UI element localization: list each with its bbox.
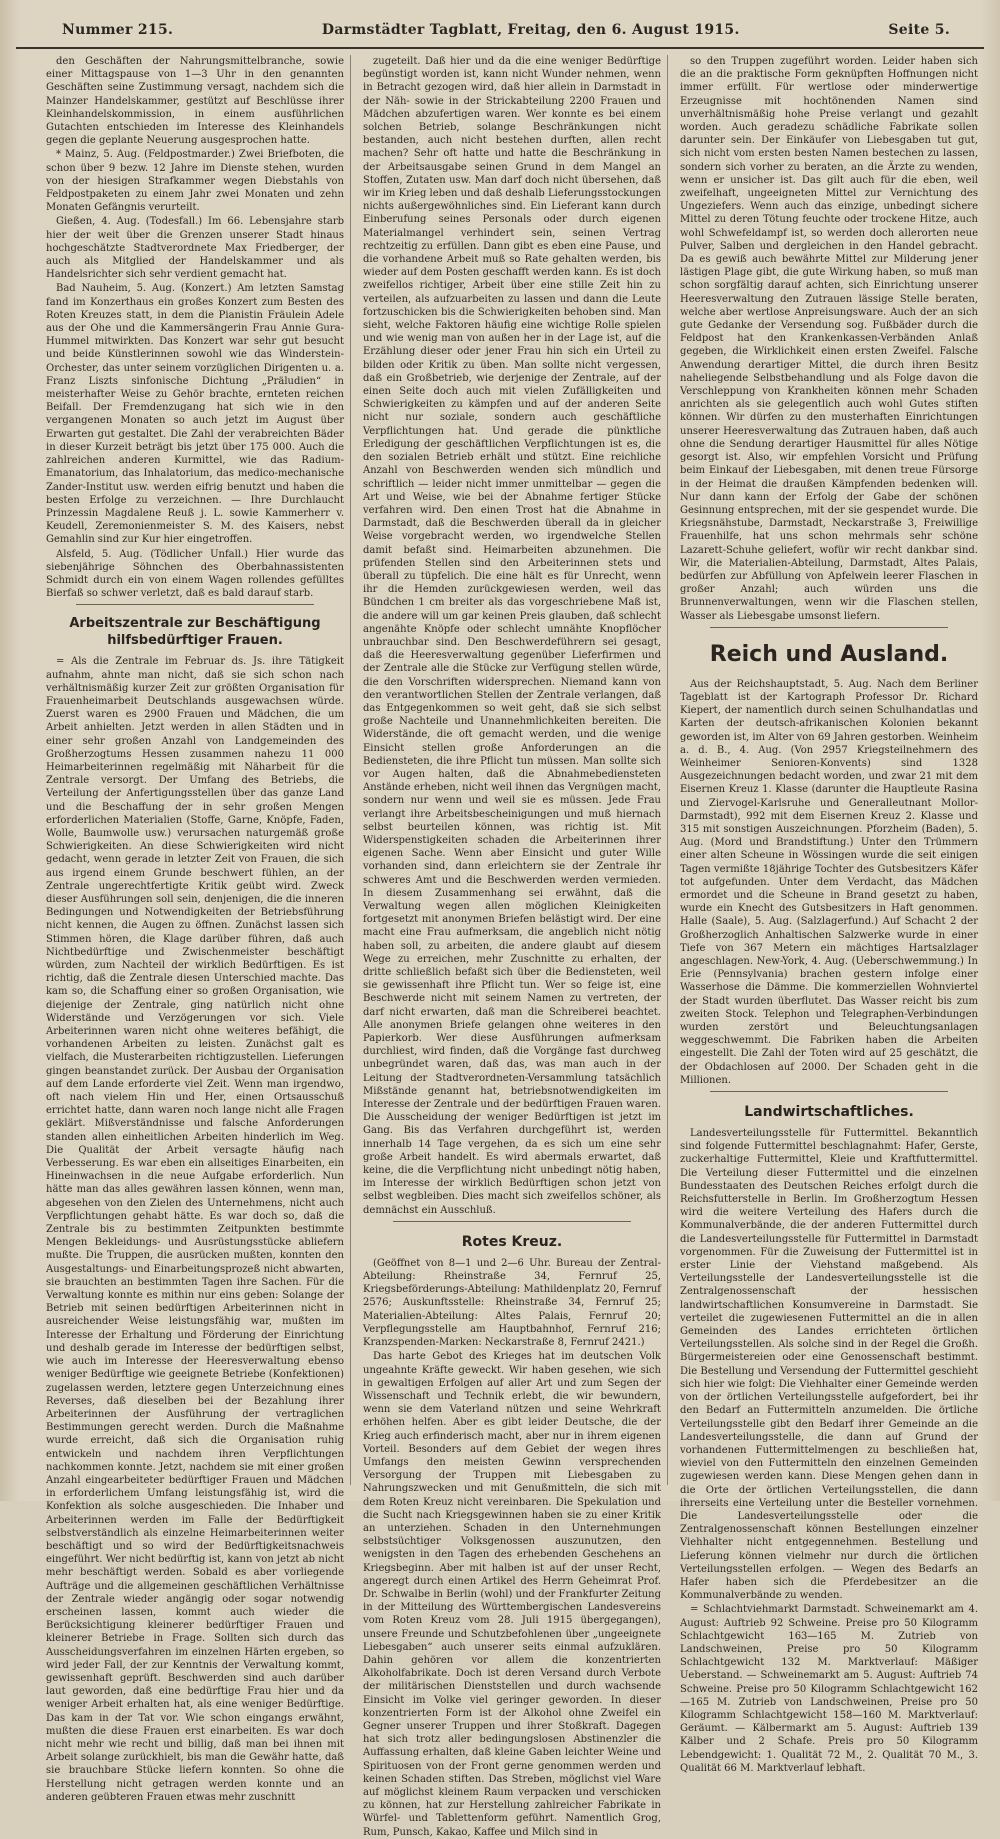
columns <box>16 55 984 1838</box>
divider <box>393 1221 631 1222</box>
page-number: Seite 5. <box>888 22 950 38</box>
landwirtschaft-body: Landesverteilungsstelle für Futtermittel. Bekanntlich sind folgende Futtermittel beschlagnahmt: Hafer, Gerste, zuckerhaltige Futtermittel, Kleie und Kraftfuttermittel. Die Verteilung dieser Futtermittel und die einzelnen Bundesstaaten des Deutschen Reiches erfolgt durch die Reichsfutterstelle in Berlin. Im Großherzogtum Hessen wird die weitere Verteilung des Hafers durch die Kommunalverbände, die der anderen Futtermittel durch die Landesverteilungsstelle für Futtermittel in Darmstadt vorgenommen. Für die Zuweisung der Futtermittel ist in erster Linie der Viehstand maßgebend. Als Verteilungsstelle der Landesverteilungsstelle ist die Zentralgenossenschaft der hessischen landwirtschaftlichen Konsumvereine in Darmstadt. Sie verteilet die zugewiesenen Futtermittel an die in allen Gemeinden des Landes errichteten örtlichen Verteilungsstellen. Als solche sind in der Regel die Großh. Bürgermeistereien oder eine Genossenschaft bestimmt. Die Bestellung und Versendung der Futtermittel geschieht sich hier wie folgt: Die Viehhalter einer Gemeinde werden von der örtlichen Verteilungsstelle aufgefordert, bei ihr den Bedarf an Futtermitteln anzumelden. Die örtliche Verteilungsstelle gibt den Bedarf ihrer Gemeinde an die Landesverteilungsstelle, die dann auf Grund der vorhandenen Futtermittelmengen zu beschließen hat, wieviel von den Futtermitteln den einzelnen Gemeinden zugewiesen werden kann. Diese Mengen gehen dann in die Orte der örtlichen Verteilungsstellen, die dann ihrerseits eine Verteilung unter die Besteller vornehmen. Die Landesverteilungsstelle oder die Zentralgenossenschaft können Bestellungen einzelner Viehhalter nicht entgegennehmen. Bestellung und Lieferung können vielmehr nur durch die örtlichen Verteilungsstellen erfolgen. — Wegen des Bedarfs an Hafer haben sich die Pferdebesitzer an die Kommunalverbände zu wenden. <box>680 1128 978 1602</box>
column-1 <box>46 55 351 1803</box>
column-2 <box>363 55 668 1838</box>
column-3 <box>680 55 984 1774</box>
divider <box>710 1091 948 1092</box>
rotes-kreuz-info: (Geöffnet von 8—1 und 2—6 Uhr. Bureau der Zentral-Abteilung: Rheinstraße 34, Fernruf 25, Kriegsbeförderungs-Abteilung: Mathildenplatz 20, Fernruf 2576; Auskunftsstelle: Rheinstraße 34, Fernruf 25; Materialien-Abteilung: Altes Palais, Fernruf 20; Verpflegungsstelle am Hauptbahnhof, Fernruf 216; Kranzspenden-Marken: Neckarstraße 8, Fernruf 2421.) <box>363 1257 661 1349</box>
article-body-continued: zugeteilt. Daß hier und da die eine weniger Bedürftige begünstigt worden ist, kann nicht Wunder nehmen, wenn in Betracht gezogen wird, daß hier allein in Darmstadt in der Näh- sowie in der Strickabteilung 2200 Frauen und Mädchen abzufertigen waren. Wer konnte es bei einem solchen Betrieb, solange Beschränkungen nicht bestanden, auch nicht bestehen durften, allen recht machen? Sehr oft hatte und hatte die Beschränkung in der Arbeitsausgabe seinen Grund in dem Mangel an Stoffen, Zutaten usw. Man darf doch nicht übersehen, daß wir im Krieg leben und daß deshalb Lieferungsstockungen nichts außergewöhnliches sind. Ein Lieferant kann durch Einberufung seines Personals oder durch eigenen Materialmangel verhindert sein, seinen Vertrag rechtzeitig zu erfüllen. Dann gibt es eben eine Pause, und die vorhandene Arbeit muß so Rate gehalten werden, bis wieder auf dem Posten geschafft werden kann. Es ist doch zweifellos richtiger, Arbeit über eine stille Zeit hin zu verteilen, als aufzuarbeiten zu lassen und dann die Leute fortzuschicken bis die Schwierigkeiten behoben sind. Man sieht, welche Faktoren häufig eine wichtige Rolle spielen und wie wenig man von außen her in der Lage ist, auf die Erzählung dieser oder jener Frau hin sich ein Urteil zu bilden oder Kritik zu üben. Man sollte nicht vergessen, daß ein Großbetrieb, wie derjenige der Zentrale, auf der einen Seite doch auch mit vielen Zufälligkeiten und Schwierigkeiten zu kämpfen und auf der anderen Seite nicht nur soziale, sondern auch geschäftliche Verpflichtungen hat. Und gerade die pünktliche Erledigung der geschäftlichen Verpflichtungen ist es, die den sozialen Betrieb erhält und stützt. Eine reichliche Anzahl von Beschwerden wenden sich mündlich und schriftlich — leider nicht immer unmittelbar — gegen die Art und Weise, wie bei der Abnahme fertiger Stücke verfahren wird. Den einen Trost hat die Abnahme in Darmstadt, daß die Beschwerden überall da in gleicher Weise vorgebracht werden, wo irgendwelche Stellen damit befaßt sind. Heimarbeiten abzunehmen. Die prüfenden Stellen sind den Arbeiterinnen stets und überall zu tüpfelich. Die eine hält es für Unrecht, wenn ihr die Hemden zurückgewiesen werden, weil das Bündchen 1 cm breiter als das vorgeschriebene Maß ist, die andere will um gar keinen Preis glauben, daß schlecht angenähte Knöpfe oder schlecht umnähte Knopflöcher unbrauchbar sind. Den Beschwerdeführern sei gesagt, daß die Heeresverwaltung gegenüber Lieferfirmen und der Zentrale alle die Stücke zur Verfügung stellen würde, die den Vorschriften widersprechen. Niemand kann von den verantwortlichen Stellen der Zentrale verlangen, daß das Entgegenkommen so weit geht, daß sie sich selbst große Nachteile und Unannehmlichkeiten bereiten. Die Widerstände, die oft gemacht werden, und die wenige Einsicht stellen große Anforderungen an die Bediensteten, die ihre Pflicht tun müssen. Man sollte sich vor Augen halten, daß die Abnahmebediensteten Anstände erheben, nicht weil ihnen das Vergnügen macht, sondern nur wenn und weil sie es müssen. Jede Frau verlangt ihre Arbeitsbescheinigungen und muß hiernach selbst beurteilen können, was richtig ist. Mit Widerspenstigkeiten schaden die Arbeiterinnen ihrer eigenen Sache. Wenn aber Einsicht und guter Wille vorhanden sind, dann erleichtern sie der Zentrale ihr schweres Amt und die Beschwerden werden vermieden. In diesem Zusammenhang sei erwähnt, daß die Verwaltung wegen allen möglichen Kleinigkeiten fortgesetzt mit anonymen Briefen belästigt wird. Der eine macht eine Frau aufmerksam, die angeblich nicht nötig haben soll, zu arbeiten, die andere glaubt auf diesem Wege zu erreichen, mehr Zuschnitte zu erhalten, der dritte schließlich befaßt sich über die Bediensteten, weil sie gewissenhaft ihre Pflicht tun. Wer so feige ist, eine Beschwerde nicht mit seinem Namen zu vertreten, der darf nicht erwarten, daß man die Schreiberei beachtet. Alle anonymen Briefe gelangen ohne weiteres in den Papierkorb. Wer diese Ausführungen aufmerksam durchliest, wird finden, daß die Vorgänge fast durchweg unbegründet waren, daß das, was man auch in der Leitung der Stadtverordneten-Versammlung tatsächlich Mißstände genannt hat, betriebsnotwendigkeiten im Interesse der Zentrale und der bedürftigen Frauen waren. Die Ausscheidung der weniger Bedürftigen ist jetzt im Gang. Bis das Verfahren durchgeführt ist, werden innerhalb 14 Tage vergehen, da es sich um eine sehr große Arbeit handelt. Es wird abermals erwartet, daß keine, die die Verpflichtung nicht unbedingt nötig haben, im Interesse der wirklich Bedürftigen schon jetzt von selbst wegbleiben. Dies macht sich zweifellos schöner, als demnächst ein Ausschluß. <box>363 56 661 1216</box>
schlachtviehmarkt: = Schlachtviehmarkt Darmstadt. Schweinemarkt am 4. August: Auftrieb 92 Schweine. Preise pro 50 Kilogramm Schlachtgewicht 163—165 M. Zutrieb von Landschweinen, Preise pro 50 Kilogramm Schlachtgewicht 132 M. Marktverlauf: Mäßiger Ueberstand. — Schweinemarkt am 5. August: Auftrieb 74 Schweine. Preise pro 50 Kilogramm Schlachtgewicht 162—165 M. Zutrieb von Landschweinen, Preise pro 50 Kilogramm Schlachtgewicht 158—160 M. Marktverlauf: Geräumt. — Kälbermarkt am 5. August: Auftrieb 139 Kälber und 2 Schafe. Preis pro 50 Kilogramm Lebendgewicht: 1. Qualität 72 M., 2. Qualität 70 M., 3. Qualität 66 M. Marktverlauf lebhaft. <box>680 1604 978 1774</box>
divider <box>710 627 948 628</box>
news-mainz: * Mainz, 5. Aug. (Feldpostmarder.) Zwei Briefboten, die schon über 9 bezw. 12 Jahre im Dienste stehen, wurden von der hiesigen Strafkammer wegen Diebstahls von Feldpostpaketen zu einem Jahr zwei Monaten und zehn Monaten Gefängnis verurteilt. <box>46 149 344 214</box>
section-heading-reich-und-ausland: Reich und Ausland. <box>709 641 949 667</box>
article-body-arbeitszentrale: = Als die Zentrale im Februar ds. Js. ihre Tätigkeit aufnahm, ahnte man nicht, daß sie sich schon nach verhältnismäßig kurzer Zeit zur größten Organisation für Frauenheimarbeit Deutschlands ausgewachsen würde. Zuerst waren es 2900 Frauen und Mädchen, die um Arbeit anhielten. Jetzt werden in allen Städten und in einer sehr großen Anzahl von Landgemeinden des Großherzogtums Hessen zusammen nahezu 11 000 Heimarbeiterinnen regelmäßig mit Näharbeit für die Zentrale versorgt. Der Umfang des Betriebs, die Verteilung der Anfertigungsstellen über das ganze Land und die Beschaffung der in sehr großen Mengen erforderlichen Materialien (Stoffe, Garne, Knöpfe, Faden, Wolle, Baumwolle usw.) verursachen naturgemäß große Schwierigkeiten. An diese Schwierigkeiten wird nicht gedacht, wenn gerade in letzter Zeit von Frauen, die sich aus irgend einem Grunde beschwert fühlen, an der Zentrale ungerechtfertigte Kritik geübt wird. Zweck dieser Ausführungen soll sein, denjenigen, die die inneren Bedingungen und Notwendigkeiten der Betriebsführung nicht kennen, die Augen zu öffnen. Zunächst lassen sich Stimmen hören, die Klage darüber führen, daß auch Nichtbedürftige und Zwischenmeister beschäftigt würden, zum Nachteil der wirklich Bedürftigen. Es ist richtig, daß die Zentrale diesen Unterschied machte. Das kam so, die Schaffung einer so großen Organisation, wie diejenige der Zentrale, ging natürlich nicht ohne Widerstände und Verzögerungen vor sich. Viele Arbeiterinnen waren nicht ohne weiteres befähigt, die vorhandenen Arbeiten zu leisten. Zunächst galt es vielfach, die Musterarbeiten richtigzustellen. Lieferungen gingen beanstandet zurück. Der Ausbau der Organisation auf dem Lande erforderte viel Zeit. Wenn man irgendwo, oft nach vielem Hin und Her, einen Ortsausschuß errichtet hatte, dann waren noch lange nicht alle Fragen geklärt. Mißverständnisse und falsche Anforderungen standen allen einheitlichen Arbeiten hinderlich im Weg. Die Qualität der Arbeit versagte häufig nach Verbesserung. Es war eben ein allseitiges Einarbeiten, ein Hineinwachsen in die neue Aufgabe erforderlich. Nun hätte man das alles gewähren lassen können, wenn man, abgesehen von den Zielen des Unternehmens, nicht auch Verpflichtungen gehabt hätte. Es war doch so, daß die Zentrale bis zu bestimmten Zeitpunkten bestimmte Mengen Bekleidungs- und Ausrüstungsstücke abliefern mußte. Die Truppen, die ausrücken mußten, konnten den Ausgestaltungs- und Einarbeitungsprozeß nicht abwarten, sie brauchten an bestimmten Tagen ihre Sachen. Für die Verwaltung konnte es mithin nur eins geben: Solange der Betrieb mit seinen bedürftigen Arbeiterinnen nicht in ausreichender Weise leistungsfähig war, mußten im Interesse der Erhaltung und Förderung der Einrichtung und deshalb gerade im Interesse der bedürftigen selbst, wie auch im Interesse der Heeresverwaltung ebenso weniger Bedürftige wie geeignete Betriebe (Konfektionen) zugelassen werden, letztere gegen Unterzeichnung eines Reverses, daß dieselben bei der Bezahlung ihrer Arbeiterinnen der Ausführung der vertraglichen Bestimmungen gerecht werden. Durch die Maßnahme wurde erreicht, daß sich die Organisation ruhig entwickeln und nachdem ihren Verpflichtungen nachkommen konnte. Jetzt, nachdem sie mit einer großen Anzahl eingearbeiteter bedürftiger Frauen und Mädchen in erforderlichem Umfang leistungsfähig ist, wird die Konfektion als solche ausgeschieden. Die Inhaber und Arbeiterinnen werden im Falle der Bedürftigkeit selbstverständlich als einzelne Heimarbeiterinnen weiter beschäftigt und so wird der Bedürftigkeitsnachweis eingeführt. Wer nicht bedürftig ist, kann von jetzt ab nicht mehr beschäftigt werden. Sobald es aber vorliegende Aufträge und die allgemeinen geschäftlichen Verhältnisse der Zentrale wieder angängig oder sogar notwendig erscheinen lassen, kommt auch wieder die Berücksichtigung kleinerer bedürftiger Frauen und kleinerer Betriebe in Frage. Sollten sich durch das Ausscheidungsverfahren im einzelnen Härten ergeben, so wird jeder Fall, der zur Kenntnis der Verwaltung kommt, gewissenhaft geprüft. Beschwerden sind auch darüber laut geworden, daß eine bedürftige Frau hier und da weniger Arbeit erhalten hat, als eine weniger Bedürftige. Das kam in der Tat vor. Wie schon eingangs erwähnt, mußten die diese Frauen erst einarbeiten. Es war doch nicht mehr wie recht und billig, daß man bei ihnen mit Arbeit solange zurückhielt, bis man die Gewähr hatte, daß sie brauchbare Stücke liefern konnten. So ohne die Herstellung nicht getragen werden konnte und an anderen geübteren Frauen etwas mehr zuschnitt <box>46 656 344 1803</box>
rotes-kreuz-continued: so den Truppen zugeführt worden. Leider haben sich die an die praktische Form geknüpften Hoffnungen nicht immer erfüllt. Für wertlose oder minderwertige Erzeugnisse mit hochtönenden Namen sind unverhältnismäßig hohe Preise verlangt und gezahlt worden. Auch geradezu schädliche Fabrikate sollen darunter sein. Der Einkäufer von Liebesgaben tut gut, sich nicht vom ersten besten Namen bestechen zu lassen, sondern sich vorher zu beraten, an die Ärzte zu wenden, wenn er unsicher ist. Das gilt auch für die eben, weil zweifelhaft, ungeeigneten Mittel zur Vernichtung des Ungeziefers. Wenn auch das einzige, unbedingt sichere Mittel zu deren Tötung feuchte oder trockene Hitze, auch wohl Schwefeldampf ist, so werden doch allerorten neue Pulver, Salben und dergleichen in den Handel gebracht. Da es gewiß auch bewährte Mittel zur Milderung jener lästigen Plage gibt, die gute Wirkung haben, so muß man schon sorgfältig darauf achten, sich Einrichtung unserer Heeresverwaltung den Zutrauen lässige Stelle beraten, welche aber wertlose Anpreisungsware. Auch der an sich gute Gedanke der Versendung sog. Fußbäder durch die Feldpost hat den Krankenkassen-Verbänden Anlaß gegeben, die Wirklichkeit einen ersten Zweifel. Falsche Anwendung derartiger Mittel, die durch ihren Besitz naheliegende Selbstbehandlung und als Folge davon die Verschleppung von Krankheiten können mehr Schaden anrichten als sie gelegentlich auch wohl Gutes stiften können. Wir dürfen zu den musterhaften Einrichtungen unserer Heeresverwaltung das Zutrauen haben, daß auch ohne die Sendung derartiger Hausmittel für alles Nötige gesorgt ist. Also, wir empfehlen Vorsicht und Prüfung beim Einkauf der Liebesgaben, mit denen treue Fürsorge in der Heimat die draußen Kämpfenden bedenken will. Nur dann kann der Erfolg der Gabe der schönen Gesinnung entsprechen, mit der sie gespendet wurde. Die Kriegsnähstube, Darmstadt, Neckarstraße 3, Freiwillige Frauenhilfe, hat uns schon mehrmals sehr schöne Lazarett-Schuhe geliefert, wofür wir recht dankbar sind. Wir, die Materialien-Abteilung, Darmstadt, Altes Palais, bedürfen zur Abfüllung von Apfelwein leerer Flaschen in großer Anzahl; auch würden uns die Brunnenverwaltungen, wenn wir die Flaschen stellen, Wasser als Liebesgabe umsonst liefern. <box>680 56 978 622</box>
news-bad-nauheim: Bad Nauheim, 5. Aug. (Konzert.) Am letzten Samstag fand im Konzerthaus ein großes Konzert zum Besten des Roten Kreuzes statt, in dem die Pianistin Fräulein Adele aus der Ohe und die Kammersängerin Frau Annie Gura-Hummel mitwirkten. Das Konzert war sehr gut besucht und beide Künstlerinnen sowohl wie das Winderstein-Orchester, das unter seinem vorzüglichen Dirigenten u. a. Franz Liszts sinfonische Dichtung „Präludien“ in meisterhafter Weise zu Gehör brachte, ernteten reichen Beifall. Der Fremdenzugang hat sich wie in den vergangenen Monaten so auch jetzt im August über Erwarten gut gestaltet. Die Zahl der verabreichten Bäder in dieser Kurzeit beträgt bis jetzt über 175 000. Auch die zahlreichen anderen Kurmittel, wie das Radium-Emanatorium, das Inhalatorium, das medico-mechanische Zander-Institut usw. werden eifrig benutzt und haben die besten Erfolge zu verzeichnen. — Ihre Durchlaucht Prinzessin Magdalene Reuß j. L. sowie Kammerherr v. Keudell, Zeremonienmeister S. M. des Kaisers, nebst Gemahlin sind zur Kur hier eingetroffen. <box>46 283 344 546</box>
divider <box>76 604 314 605</box>
news-alsfeld: Alsfeld, 5. Aug. (Tödlicher Unfall.) Hier wurde das siebenjährige Söhnchen des Oberbahnassistenten Schmidt durch ein von einem Wagen rollendes gefülltes Bierfaß so schwer verletzt, daß es bald darauf starb. <box>46 548 344 600</box>
article-heading-rotes-kreuz: Rotes Kreuz. <box>461 1233 563 1250</box>
masthead-line: Darmstädter Tagblatt, Freitag, den 6. August 1915. <box>321 22 740 38</box>
page-header <box>16 22 984 49</box>
rotes-kreuz-body: Das harte Gebot des Krieges hat im deutschen Volk ungeahnte Kräfte geweckt. Wir haben gesehen, wie sich in gewaltigen Erfolgen auf aller Art und zum Segen der Wissenschaft und Technik erlebt, die wir bewundern, wenn sie dem Vaterland nützen und seine Wehrkraft erhöhen helfen. Aber es gibt leider Deutsche, die der Krieg auch erfinderisch macht, aber nur in ihrem eigenen Vorteil. Besonders auf dem Gebiet der wegen ihres Umfangs den meisten Gewinn versprechenden Versorgung der Truppen mit Liebesgaben zu Nahrungszwecken und mit Genußmitteln, die sich mit dem Roten Kreuz nicht vereinbaren. Die Spekulation und die Sucht nach Kriegsgewinnen haben sie zu einer Kritik an unterziehen. Schaden in den Unternehmungen selbstsüchtiger Volksgenossen auszunutzen, den wenigsten in den Tagen des erhebenden Geschehens an Kriegsbeginn. Aber mit halben ist auf der unser Recht, angeregt durch einen Artikel des Herrn Geheimrat Prof. Dr. Schwalbe in Berlin (wohl) und der Frankfurter Zeitung in der Mitteilung des Württembergischen Landesvereins vom Roten Kreuz vom 28. Juli 1915 übergegangen), unsere Freunde und Schutzbefohlenen über „ungeeignete Liebesgaben“ auch unserer seits einmal aufzuklären. Dahin gehören vor allem die konzentrierten Alkoholfabrikate. Doch ist deren Versand durch Verbote der militärischen Dienststellen und durch wachsende Einsicht im Volke viel geringer geworden. In dieser konzentrierten Form ist der Alkohol ohne Zweifel ein Gegner unserer Truppen und ihrer Stoßkraft. Dagegen hat sich trotz aller bedingungslosen Abstinenzler die Auffassung erhalten, daß kleine Gaben leichter Weine und Spirituosen von der Front gerne genommen werden und keinen Schaden stiften. Das Streben, möglichst viel Ware auf möglichst kleinem Raum verpacken und verschicken zu können, hat zur Herstellung zahlreicher Fabrikate in Würfel- und Tablettenform geführt. Namentlich Grog, Rum, Punsch, Kakao, Kaffee und Milch sind in <box>363 1351 661 1838</box>
article-heading-arbeitszentrale: Arbeitszentrale zur Beschäftigung hilfsbedürftiger Frauen. <box>69 616 321 649</box>
issue-number: Nummer 215. <box>62 22 174 38</box>
article-intro: den Geschäften der Nahrungsmittelbranche, sowie einer Mittagspause von 1—3 Uhr in den genannten Geschäften seine Zustimmung versagt, nachdem sich die Mainzer Handelskammer, gestützt auf Beschlüsse ihrer Kleinhandelskommission, in einem ausführlichen Gutachten entschieden im Interesse des Kleinhandels gegen die geplante Neuerung ausgesprochen hatte. <box>46 56 344 147</box>
news-giessen: Gießen, 4. Aug. (Todesfall.) Im 66. Lebensjahre starb hier der weit über die Grenzen unserer Stadt hinaus hochgeschätzte Stadtverordnete Max Friedberger, der auch als Mitglied der Handelskammer und als Handelsrichter sich sehr verdient gemacht hat. <box>46 216 344 281</box>
section-heading-landwirtschaftliches: Landwirtschaftliches. <box>744 1104 914 1121</box>
reich-ausland-body: Aus der Reichshauptstadt, 5. Aug. Nach dem Berliner Tageblatt ist der Kartograph Professor Dr. Richard Kiepert, der namentlich durch seinen Schulhandatlas und Karten der deutsch-afrikanischen Kolonien bekannt geworden ist, im Alter von 69 Jahren gestorben. Weinheim a. d. B., 4. Aug. (Von 2957 Kriegsteilnehmern des Weinheimer Senioren-Konvents) sind 1328 Ausgezeichnungen bedacht worden, und zwar 21 mit dem Eisernen Kreuz 1. Klasse (darunter die Hauptleute Rasina und Ziervogel-Karlsruhe und Generalleutnant Mollor-Darmstadt), 992 mit dem Eisernen Kreuz 2. Klasse und 315 mit sonstigen Auszeichnungen. Pforzheim (Baden), 5. Aug. (Mord und Brandstiftung.) Unter den Trümmern einer alten Scheune in Wössingen wurde die seit einigen Tagen vermißte 18jährige Tochter des Gutsbesitzers Käfer tot aufgefunden. Unter dem Verdacht, das Mädchen ermordet und die Scheune in Brand gesetzt zu haben, wurde ein Knecht des Gutsbesitzers in Haft genommen. Halle (Saale), 5. Aug. (Salzlagerfund.) Auf Schacht 2 der Großherzoglich Anhaltischen Salzwerke wurde in einer Tiefe von 367 Metern ein mächtiges Hartsalzlager angeschlagen. New-York, 4. Aug. (Ueberschwemmung.) In Erie (Pennsylvania) brachen gestern infolge einer Wasserhose die Dämme. Die kommerziellen Wohnviertel der Stadt wurden überflutet. Das Wasser reicht bis zum zweiten Stock. Telephon und Telegraphen-Verbindungen wurden zerstört und Beleuchtungsanlagen weggeschwemmt. Die Fabriken haben die Arbeiten eingestellt. Die Zahl der Toten wird auf 25 geschätzt, die der Obdachlosen auf 2000. Der Schaden geht in die Millionen. <box>680 678 978 1086</box>
